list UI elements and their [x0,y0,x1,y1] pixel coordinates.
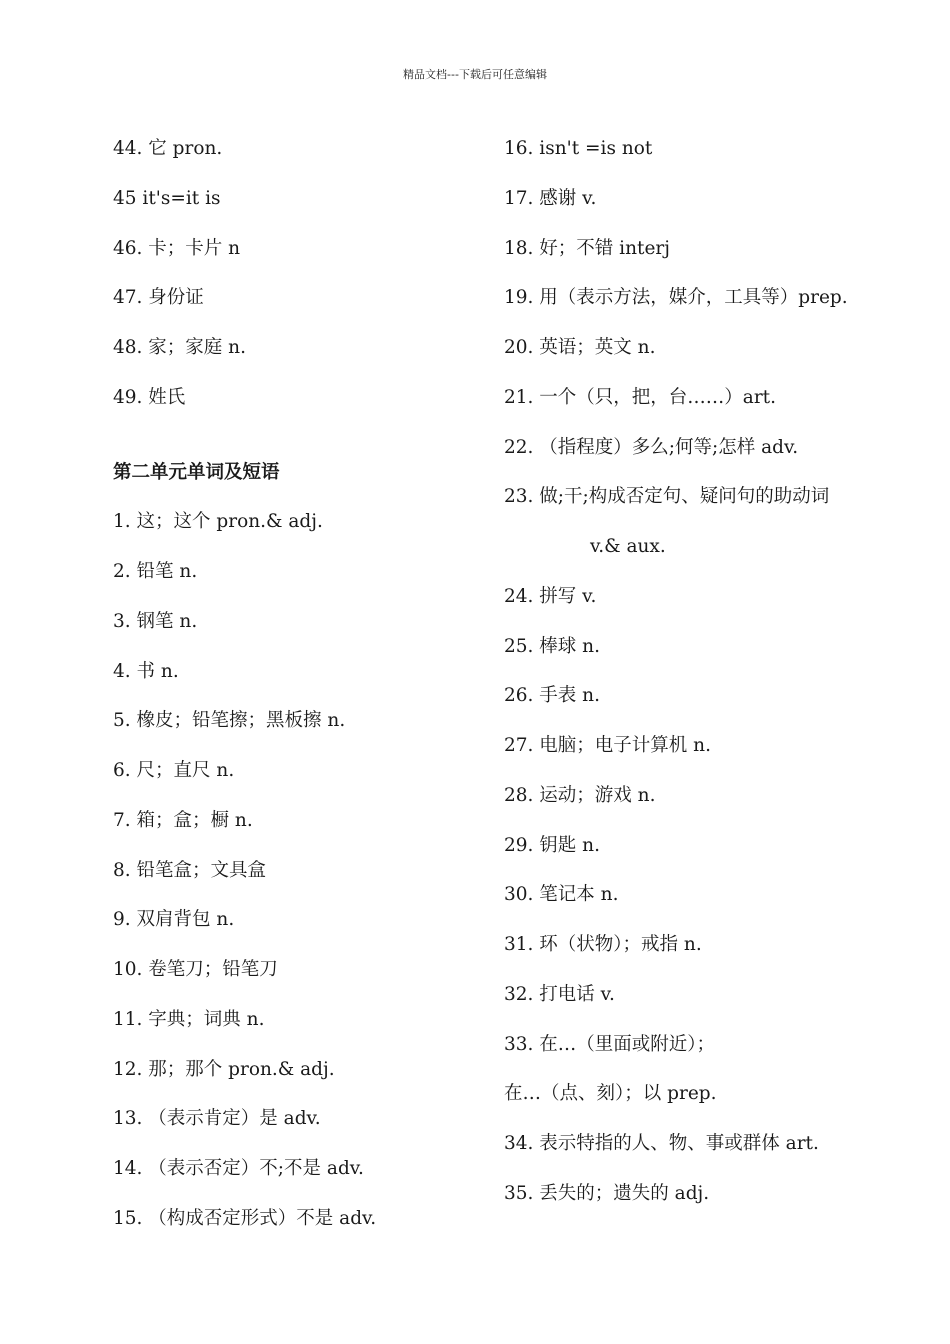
vocab-item: 34. 表示特指的人、物、事或群体 art. [504,1133,819,1154]
vocab-item: 49. 姓氏 [113,387,186,408]
vocab-item: 20. 英语；英文 n. [504,337,656,358]
vocab-item: 25. 棒球 n. [504,636,600,657]
vocab-item: 3. 钢笔 n. [113,611,198,632]
vocab-item: 24. 拼写 v. [504,586,597,607]
vocab-item: 23. 做;干;构成否定句、疑问句的助动词 [504,486,830,507]
vocab-item: 35. 丢失的；遗失的 adj. [504,1183,710,1204]
vocab-item: 22. （指程度）多么;何等;怎样 adv. [504,437,799,458]
vocab-item: 7. 箱；盒；橱 n. [113,810,253,831]
vocab-item: 14. （表示否定）不;不是 adv. [113,1158,364,1179]
vocab-item: 5. 橡皮；铅笔擦；黑板擦 n. [113,710,346,731]
vocab-item: 8. 铅笔盒；文具盒 [113,860,267,881]
vocab-item: 27. 电脑；电子计算机 n. [504,735,711,756]
vocab-item: 48. 家；家庭 n. [113,337,246,358]
vocab-item: 9. 双肩背包 n. [113,909,235,930]
vocab-item: 11. 字典；词典 n. [113,1009,265,1030]
vocab-item: 32. 打电话 v. [504,984,615,1005]
vocab-item: 45 it's=it is [113,188,221,209]
vocab-item: 18. 好；不错 interj [504,238,670,259]
vocab-item: 19. 用（表示方法，媒介，工具等）prep. [504,287,848,308]
vocab-item: 12. 那；那个 pron.& adj. [113,1059,335,1080]
vocab-item: 16. isn't =is not [504,138,653,159]
vocab-item: 21. 一个（只，把，台……）art. [504,387,776,408]
vocab-item-continuation: 在…（点、刻）；以 prep. [504,1083,717,1104]
vocab-item: 4. 书 n. [113,661,179,682]
vocab-item: 46. 卡；卡片 n [113,238,241,259]
vocab-item: 10. 卷笔刀；铅笔刀 [113,959,278,980]
page-header: 精品文档---下载后可任意编辑 [403,68,547,81]
vocab-item: 13. （表示肯定）是 adv. [113,1108,321,1129]
vocab-item: 31. 环（状物）；戒指 n. [504,934,702,955]
vocab-item: 44. 它 pron. [113,138,223,159]
vocab-item: 33. 在…（里面或附近）； [504,1034,716,1055]
vocab-item: 1. 这；这个 pron.& adj. [113,511,323,532]
vocab-item-continuation: v.& aux. [590,536,666,557]
vocab-item: 28. 运动；游戏 n. [504,785,656,806]
vocab-item: 15. （构成否定形式）不是 adv. [113,1208,377,1229]
vocab-item: 30. 笔记本 n. [504,884,619,905]
vocab-item: 26. 手表 n. [504,685,600,706]
vocab-item: 29. 钥匙 n. [504,835,600,856]
vocab-item: 2. 铅笔 n. [113,561,198,582]
vocab-item: 47. 身份证 [113,287,204,308]
vocab-item: 17. 感谢 v. [504,188,597,209]
section-heading: 第二单元单词及短语 [113,462,280,483]
vocab-item: 6. 尺；直尺 n. [113,760,235,781]
